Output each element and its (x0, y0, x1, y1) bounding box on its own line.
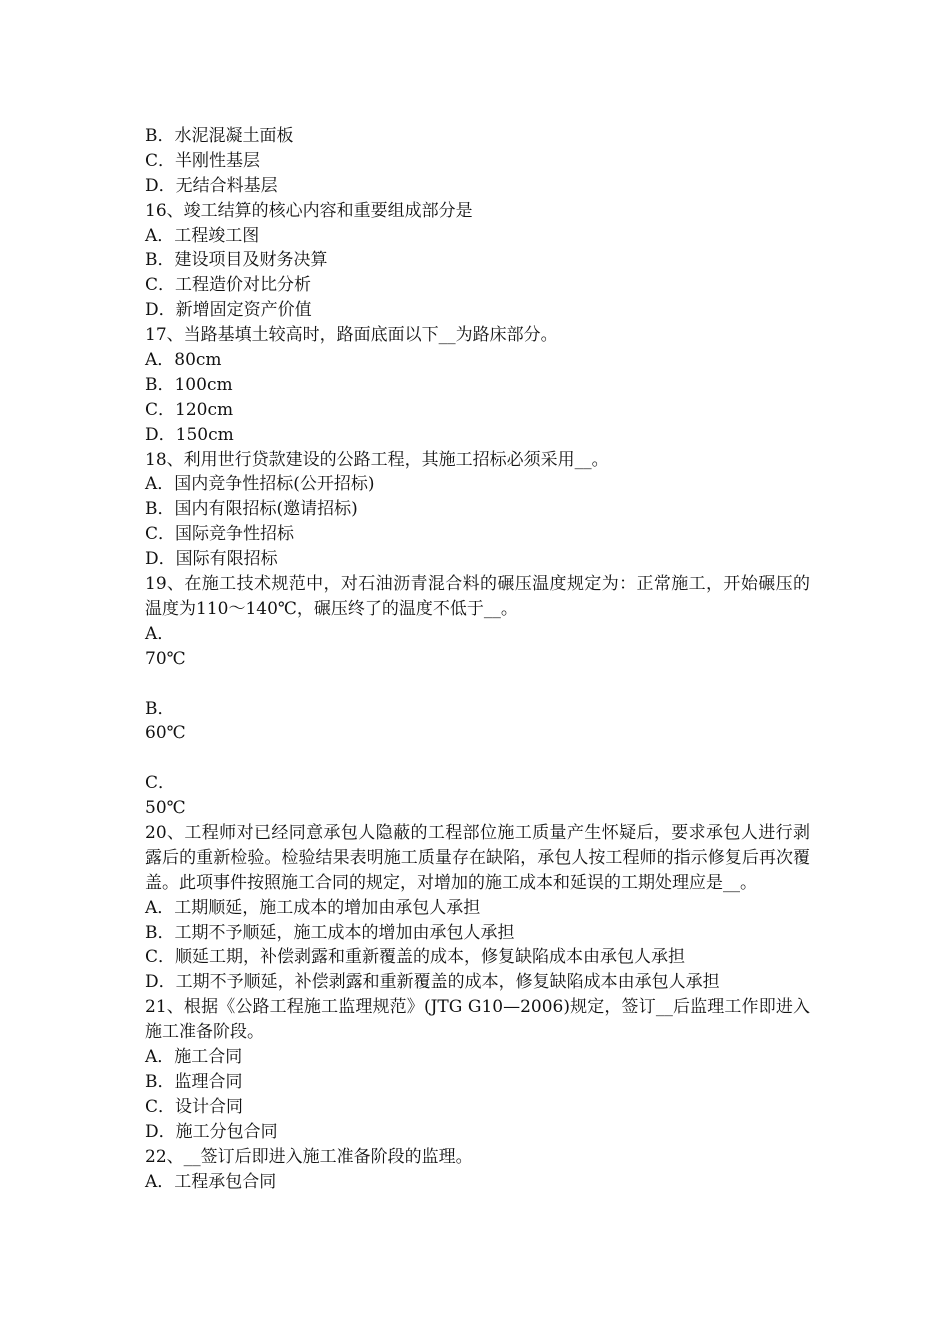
q19-option-c-label: C． (145, 773, 176, 794)
q20-option-c: C．顺延工期，补偿剥露和重新覆盖的成本，修复缺陷成本由承包人承担 (145, 947, 686, 968)
spacer (145, 746, 810, 771)
q22-option-a: A．工程承包合同 (145, 1171, 277, 1192)
q21-option-c: C．设计合同 (145, 1096, 244, 1117)
q19-option-a-label: A． (145, 623, 175, 644)
q15-option-b: B．水泥混凝土面板 (145, 126, 294, 146)
q21-option-d: D．施工分包合同 (145, 1121, 278, 1142)
q17-option-a: A．80cm (145, 350, 222, 371)
q18-option-d: D．国际有限招标 (145, 549, 278, 570)
q18-option-a: A．国内竞争性招标(公开招标) (145, 474, 375, 495)
q18-question: 18、利用世行贷款建设的公路工程，其施工招标必须采用__。 (145, 449, 609, 470)
q17-question: 17、当路基填土较高时，路面底面以下__为路床部分。 (145, 325, 558, 346)
q17-option-c: C．120cm (145, 399, 234, 420)
q18-option-c: C．国际竞争性招标 (145, 524, 295, 545)
q19-question: 19、在施工技术规范中，对石油沥青混合料的碾压温度规定为：正常施工，开始碾压的温度为110～140℃，碾压终了的温度不低于__。 (145, 574, 810, 619)
q19-option-b-label: B． (145, 698, 175, 719)
q21-option-b: B．监理合同 (145, 1071, 243, 1092)
q16-option-c: C．工程造价对比分析 (145, 275, 312, 296)
q20-option-a: A．工期顺延，施工成本的增加由承包人承担 (145, 897, 481, 918)
q21-option-a: A．施工合同 (145, 1047, 243, 1068)
document-page (145, 124, 810, 1194)
q20-option-d: D．工期不予顺延，补偿剥露和重新覆盖的成本，修复缺陷成本由承包人承担 (145, 972, 720, 993)
q15-option-c: C．半刚性基层 (145, 150, 261, 171)
q16-question: 16、竣工结算的核心内容和重要组成部分是 (145, 200, 473, 221)
q18-option-b: B．国内有限招标(邀请招标) (145, 499, 358, 520)
q16-option-d: D．新增固定资产价值 (145, 300, 312, 321)
spacer (145, 672, 810, 697)
q22-question: 22、__签订后即进入施工准备阶段的监理。 (145, 1146, 473, 1167)
q15-option-d: D．无结合料基层 (145, 175, 278, 196)
q20-option-b: B．工期不予顺延，施工成本的增加由承包人承担 (145, 922, 515, 943)
q20-question: 20、工程师对已经同意承包人隐蔽的工程部位施工质量产生怀疑后，要求承包人进行剥露后的重新检验。检验结果表明施工质量存在缺陷，承包人按工程师的指示修复后再次覆盖。此项事件按照施工合同的规定，对增加的施工成本和延误的工期处理应是__。 (145, 822, 810, 893)
q17-option-b: B．100cm (145, 374, 233, 395)
q19-option-a-value: 70℃ (145, 648, 186, 669)
q21-question: 21、根据《公路工程施工监理规范》(JTG G10—2006)规定，签订__后监理工作即进入施工准备阶段。 (145, 997, 810, 1043)
q16-option-a: A．工程竣工图 (145, 225, 260, 246)
q19-option-c-value: 50℃ (145, 798, 186, 819)
q17-option-d: D．150cm (145, 424, 234, 445)
q16-option-b: B．建设项目及财务决算 (145, 250, 328, 271)
q19-option-b-value: 60℃ (145, 723, 186, 744)
